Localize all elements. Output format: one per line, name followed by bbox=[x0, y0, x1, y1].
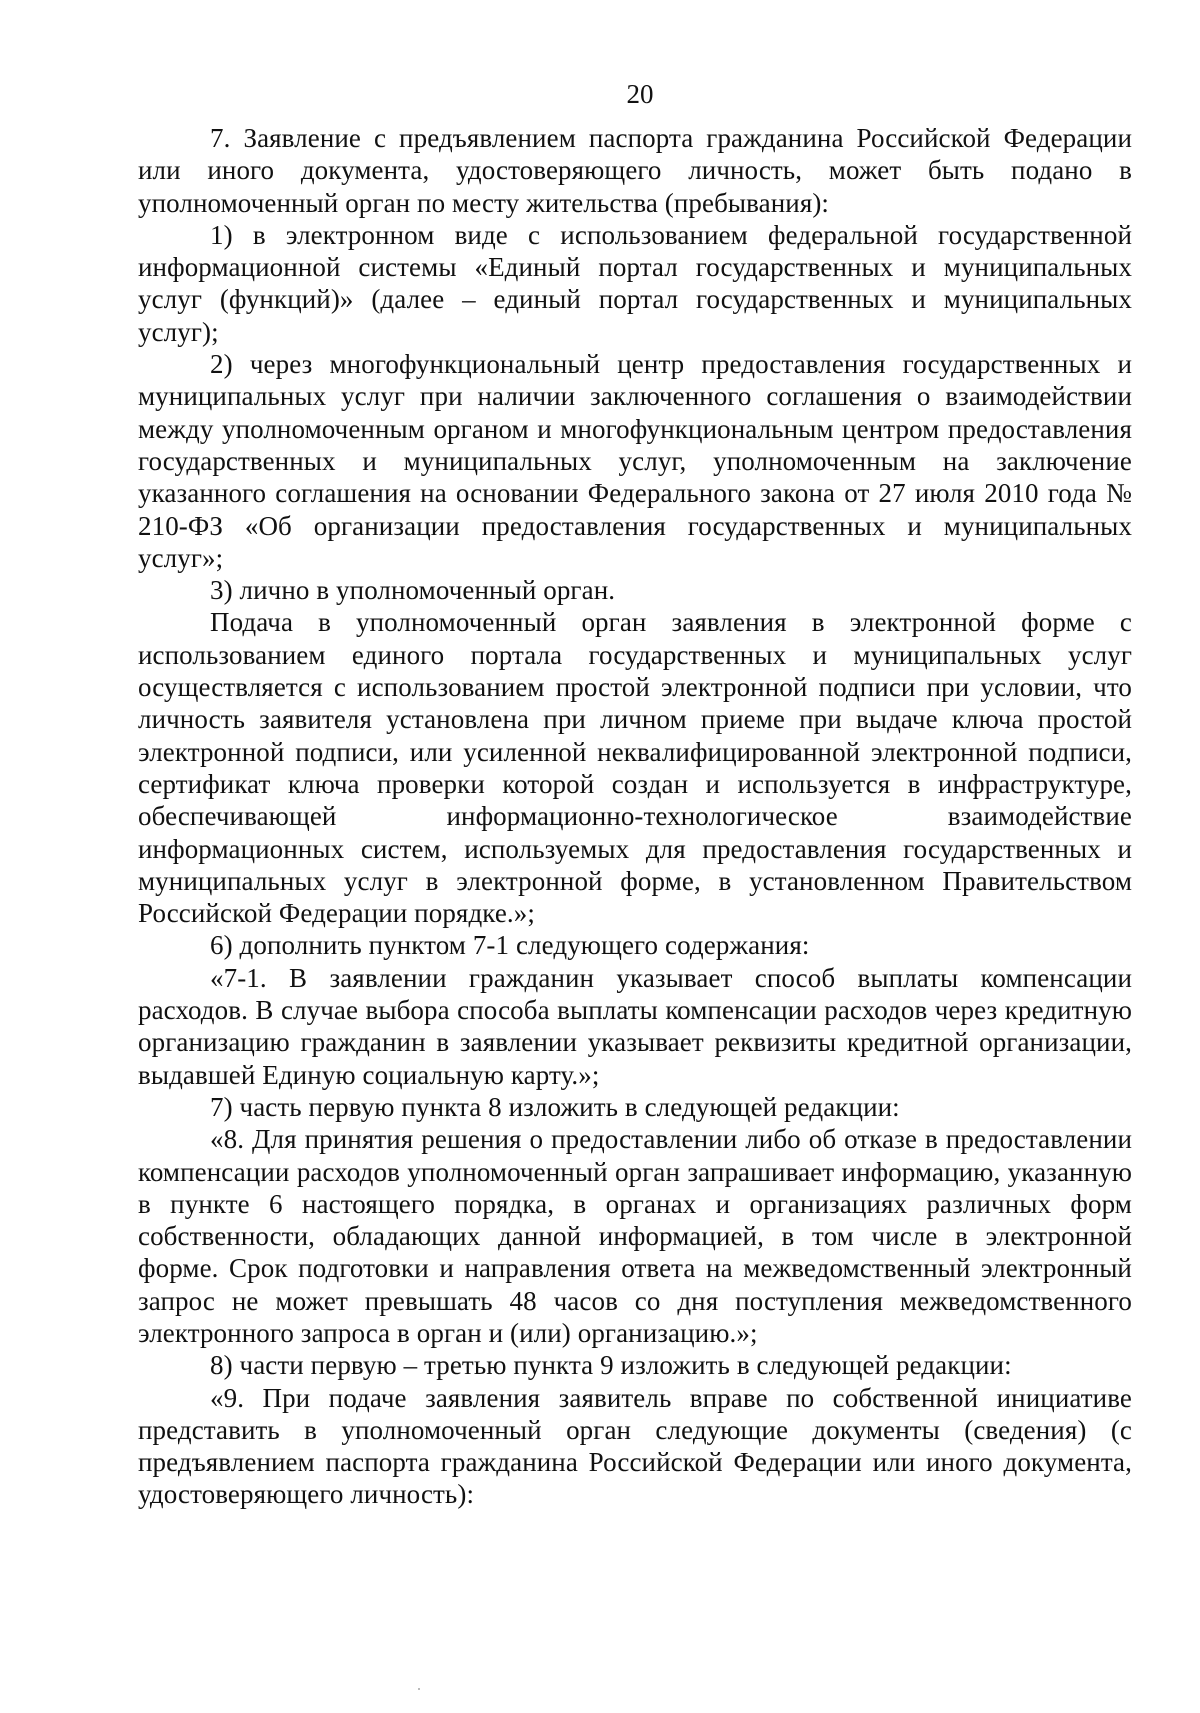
paragraph-item-9: «9. При подаче заявления заявитель вправе по собственной инициативе представить в уполномоченный орган следующие документы (сведения) (с предъявлением паспорта гражданина Российской Федерации или иного документа, удостоверяющего личность): bbox=[138, 1382, 1132, 1510]
paragraph-item-8: «8. Для принятия решения о предоставлении либо об отказе в предоставлении компенсации расходов уполномоченный орган запрашивает информацию, указанную в пункте 6 настоящего порядка, в органах и организациях различных форм собственности, обладающих данной информацией, в том числе в электронной форме. Срок подготовки и направления ответа на межведомственный электронный запрос не может превышать 48 часов со дня поступления межведомственного электронного запроса в орган и (или) организацию.»; bbox=[138, 1124, 1132, 1348]
document-page bbox=[138, 78, 1132, 1511]
paragraph-amendment-6: 6) дополнить пунктом 7-1 следующего содержания: bbox=[210, 930, 810, 961]
scan-speck bbox=[418, 1688, 420, 1690]
paragraph-item-7: 7. Заявление с предъявлением паспорта гражданина Российской Федерации или иного документа, удостоверяющего личность, может быть подано в уполномоченный орган по месту жительства (пребывания): bbox=[138, 123, 1132, 218]
paragraph-electronic-submission: Подача в уполномоченный орган заявления в электронной форме с использованием единого портала государственных и муниципальных услуг осуществляется с использованием простой электронной подписи при условии, что личность заявителя установлена при личном приеме при выдаче ключа простой электронной подписи, или усиленной неквалифицированной электронной подписи, сертификат ключа проверки которой создан и используется в инфраструктуре, обеспечивающей информационно-технологическое взаимодействие информационных систем, используемых для предоставления государственных и муниципальных услуг в электронной форме, в установленном Правительством Российской Федерации порядке.»; bbox=[138, 607, 1132, 929]
page-number: 20 bbox=[626, 79, 654, 109]
paragraph-subitem-1: 1) в электронном виде с использованием федеральной государственной информационной системы «Единый портал государственных и муниципальных услуг (функций)» (далее – единый портал государственных и муниципальных услуг); bbox=[138, 219, 1132, 347]
paragraph-amendment-8: 8) части первую – третью пункта 9 изложить в следующей редакции: bbox=[210, 1350, 1012, 1381]
paragraph-subitem-2: 2) через многофункциональный центр предоставления государственных и муниципальных услуг при наличии заключенного соглашения о взаимодействии между уполномоченным органом и многофункциональным центром предоставления государственных и муниципальных услуг, уполномоченным на заключение указанного соглашения на основании Федерального закона от 27 июля 2010 года № 210-ФЗ «Об организации предоставления государственных и муниципальных услуг»; bbox=[138, 349, 1132, 573]
paragraph-subitem-3: 3) лично в уполномоченный орган. bbox=[210, 575, 616, 606]
paragraph-amendment-7: 7) часть первую пункта 8 изложить в следующей редакции: bbox=[210, 1091, 900, 1122]
paragraph-item-7-1: «7-1. В заявлении гражданин указывает способ выплаты компенсации расходов. В случае выбора способа выплаты компенсации расходов через кредитную организацию гражданин в заявлении указывает реквизиты кредитной организации, выдавшей Единую социальную карту.»; bbox=[138, 962, 1132, 1090]
